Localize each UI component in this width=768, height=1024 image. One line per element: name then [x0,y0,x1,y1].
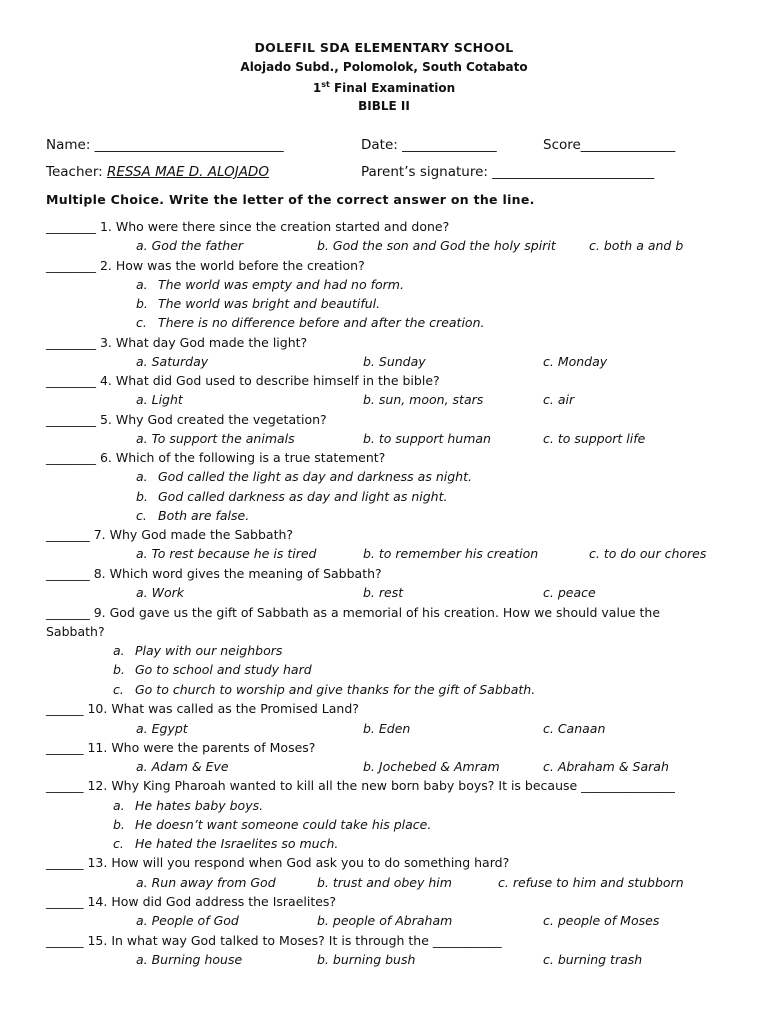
score-field[interactable]: Score______________ [543,137,676,153]
option-11c: c. Abraham & Sarah [543,759,669,774]
option-10b: b. Eden [363,721,411,736]
option-3c: c. Monday [543,354,608,369]
option-6a: a. God called the light as day and darkness as night. [136,469,472,484]
option-4a: a. Light [136,392,183,407]
option-1a: a. God the father [136,238,244,253]
name-field[interactable]: Name: ____________________________ [46,137,284,153]
option-9b: b. Go to school and study hard [113,662,312,677]
question-4[interactable]: ________ 4. What did God used to describe himself in the bible? [46,373,440,388]
option-6b: b. God called darkness as day and light as night. [136,489,448,504]
question-5[interactable]: ________ 5. Why God created the vegetation? [46,412,327,427]
option-2a: a. The world was empty and had no form. [136,277,404,292]
option-4c: c. air [543,392,575,407]
option-12a: a. He hates baby boys. [113,798,264,813]
option-13a: a. Run away from God [136,875,276,890]
option-15c: c. burning trash [543,952,643,967]
option-11b: b. Jochebed & Amram [363,759,500,774]
question-14[interactable]: ______ 14. How did God address the Israelites? [46,894,337,909]
option-14c: c. people of Moses [543,913,660,928]
option-2b: b. The world was bright and beautiful. [136,296,381,311]
option-15a: a. Burning house [136,952,243,967]
question-11[interactable]: ______ 11. Who were the parents of Moses? [46,740,316,755]
option-3b: b. Sunday [363,354,426,369]
teacher-name: RESSA MAE D. ALOJADO [106,164,269,180]
question-9-continued: Sabbath? [46,624,105,639]
option-13c: c. refuse to him and stubborn [498,875,684,890]
option-5b: b. to support human [363,431,491,446]
school-name: DOLEFIL SDA ELEMENTARY SCHOOL [254,40,514,55]
option-6c: c. Both are false. [136,508,250,523]
option-10a: a. Egypt [136,721,188,736]
question-3[interactable]: ________ 3. What day God made the light? [46,335,308,350]
subject-title: BIBLE II [358,99,410,113]
option-8b: b. rest [363,585,404,600]
option-1c: c. both a and b [589,238,684,253]
option-10c: c. Canaan [543,721,606,736]
option-4b: b. sun, moon, stars [363,392,484,407]
option-9c: c. Go to church to worship and give thanks for the gift of Sabbath. [113,682,536,697]
option-5a: a. To support the animals [136,431,295,446]
option-1b: b. God the son and God the holy spirit [317,238,556,253]
date-field[interactable]: Date: ______________ [361,137,497,153]
exam-title: 1st Final Examination [312,80,456,95]
question-9[interactable]: _______ 9. God gave us the gift of Sabbath as a memorial of his creation. How we should value the [46,605,661,620]
option-15b: b. burning bush [317,952,416,967]
question-15[interactable]: ______ 15. In what way God talked to Moses? It is through the ___________ [46,933,502,948]
option-7a: a. To rest because he is tired [136,546,317,561]
option-13b: b. trust and obey him [317,875,452,890]
question-12[interactable]: ______ 12. Why King Pharoah wanted to kill all the new born baby boys? It is because _______________ [46,778,675,793]
option-7c: c. to do our chores [589,546,707,561]
question-1[interactable]: ________ 1. Who were there since the creation started and done? [46,219,450,234]
teacher-field: Teacher: RESSA MAE D. ALOJADO [46,164,269,180]
option-2c: c. There is no difference before and after the creation. [136,315,485,330]
question-8[interactable]: _______ 8. Which word gives the meaning of Sabbath? [46,566,382,581]
option-12c: c. He hated the Israelites so much. [113,836,339,851]
option-9a: a. Play with our neighbors [113,643,283,658]
option-12b: b. He doesn’t want someone could take his place. [113,817,432,832]
parent-signature-field[interactable]: Parent’s signature: ________________________ [361,164,655,180]
option-14b: b. people of Abraham [317,913,453,928]
option-8c: c. peace [543,585,596,600]
question-13[interactable]: ______ 13. How will you respond when God ask you to do something hard? [46,855,510,870]
instruction-text: Multiple Choice. Write the letter of the correct answer on the line. [46,192,535,207]
option-5c: c. to support life [543,431,646,446]
school-address: Alojado Subd., Polomolok, South Cotabato [240,60,528,74]
question-6[interactable]: ________ 6. Which of the following is a true statement? [46,450,386,465]
question-10[interactable]: ______ 10. What was called as the Promised Land? [46,701,359,716]
option-3a: a. Saturday [136,354,209,369]
question-7[interactable]: _______ 7. Why God made the Sabbath? [46,527,294,542]
option-14a: a. People of God [136,913,239,928]
question-2[interactable]: ________ 2. How was the world before the creation? [46,258,365,273]
option-7b: b. to remember his creation [363,546,539,561]
option-11a: a. Adam & Eve [136,759,229,774]
option-8a: a. Work [136,585,184,600]
